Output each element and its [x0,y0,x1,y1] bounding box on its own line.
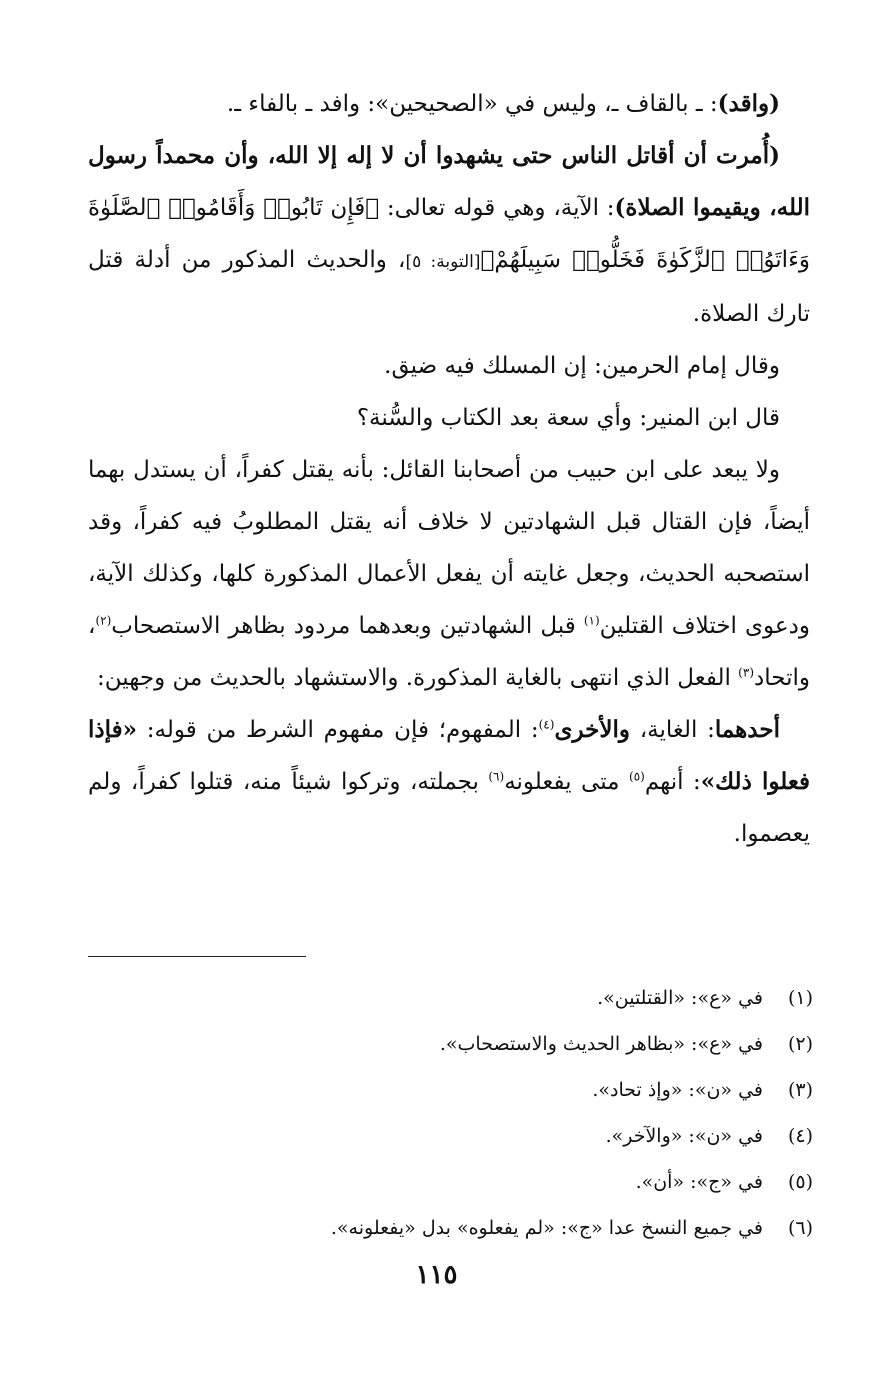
paragraph-text: : الآية، وهي قوله تعالى: [379,195,615,221]
footnote-text: في «ج»: «أن». [635,1171,763,1193]
footnote-marker[interactable]: (٥) [629,769,645,784]
footnotes [91,975,813,1251]
footnote-text: في «ن»: «والآخر». [605,1125,763,1147]
paragraph-1 [88,78,810,130]
paragraph-text: بجملته، وتركوا شيئاً منه، قتلوا كفراً، ولم يعصموا. [88,769,810,847]
footnote-number: (٥) [787,1171,813,1193]
quran-verse: ﴿فَإِن تَابُوا۟ وَأَقَامُوا۟ ٱلصَّلَوٰةَ وَءَاتَوُا۟ ٱلزَّكَوٰةَ فَخَلُّوا۟ سَبِيلَهُمْ﴾ [88,195,810,273]
footnote-number: (٣) [787,1079,813,1101]
paragraph-text: الفعل الذي انتهى بالغاية المذكورة. والاستشهاد بالحديث من وجهين: [97,665,739,691]
paragraph-text: : أنهم [644,769,701,795]
footnote-text: في «ن»: «وإذ تحاد». [592,1079,763,1101]
paragraph-text: ، والحديث المذكور من أدلة قتل تارك الصلاة. [88,247,810,327]
paragraph-4: قال ابن المنير: وأي سعة بعد الكتاب والسُّنة؟ [356,405,780,431]
paragraph-text: متى يفعلونه [504,769,629,795]
paragraph-text: : المفهوم؛ فإن مفهوم الشرط من قوله: [137,717,539,743]
main-text [88,78,810,860]
footnote-item [91,1159,813,1205]
footnote-marker[interactable]: (١) [583,613,600,628]
paragraph-3: وقال إمام الحرمين: إن المسلك فيه ضيق. [384,353,780,379]
paragraph-text: : ـ بالقاف ـ، وليس في «الصحيحين»: وافد ـ بالفاء ـ. [226,91,718,117]
footnote-item [91,1067,813,1113]
footnote-item [91,1113,813,1159]
paragraph-text: : الغاية، [629,717,715,743]
bold-term: (واقد) [717,90,780,117]
footnote-item [91,1205,813,1251]
footnote-divider [88,956,306,957]
footnote-marker[interactable]: (٢) [95,613,112,628]
paragraph-text: قبل الشهادتين وبعدهما مردود بظاهر الاستصحاب [111,613,584,639]
footnote-marker[interactable]: (٦) [488,769,505,784]
footnote-text: في «ع»: «بظاهر الحديث والاستصحاب». [439,1033,763,1055]
footnote-number: (٤) [787,1125,813,1147]
hadith-quote: (أُمرت أن أقاتل الناس حتى يشهدوا أن لا إله إلا الله، وأن محمداً رسول الله، ويقيموا الصلاة) [88,142,810,221]
footnote-number: (٢) [787,1033,813,1055]
paragraph-2 [88,130,810,340]
bold-term: أحدهما [714,716,780,743]
paragraph-5 [88,444,810,704]
footnote-item [91,975,813,1021]
bold-term: والأخرى [554,716,630,743]
footnote-marker[interactable]: (٣) [738,665,754,680]
paragraph-text: ، واتحاد [88,613,810,691]
footnote-number: (٦) [787,1217,813,1239]
footnote-item [91,1021,813,1067]
footnote-text: في «ع»: «القتلتين». [597,987,763,1009]
page-number: ١١٥ [415,1260,458,1290]
footnote-marker[interactable]: (٤) [538,717,555,732]
paragraph-6 [88,704,810,860]
hadith-quote: «فإذا فعلوا ذلك» [88,716,810,795]
footnote-text: في جميع النسخ عدا «ج»: «لم يفعلوه» بدل «يفعلونه». [330,1217,763,1239]
paragraph-text: ولا يبعد على ابن حبيب من أصحابنا القائل: بأنه يقتل كفراً، أن يستدل بهما أيضاً، فإن القتال قبل الشهادتين لا خلاف أنه يقتل المطلوبُ فيه كفراً، وقد استصحبه الحديث، وجعل غايته أن يفعل الأعمال المذكورة كلها، وكذلك الآية، ودعوى اختلاف القتلين [88,457,810,639]
footnote-number: (١) [787,987,813,1009]
quran-reference: [التوبة: ٥] [405,252,481,272]
